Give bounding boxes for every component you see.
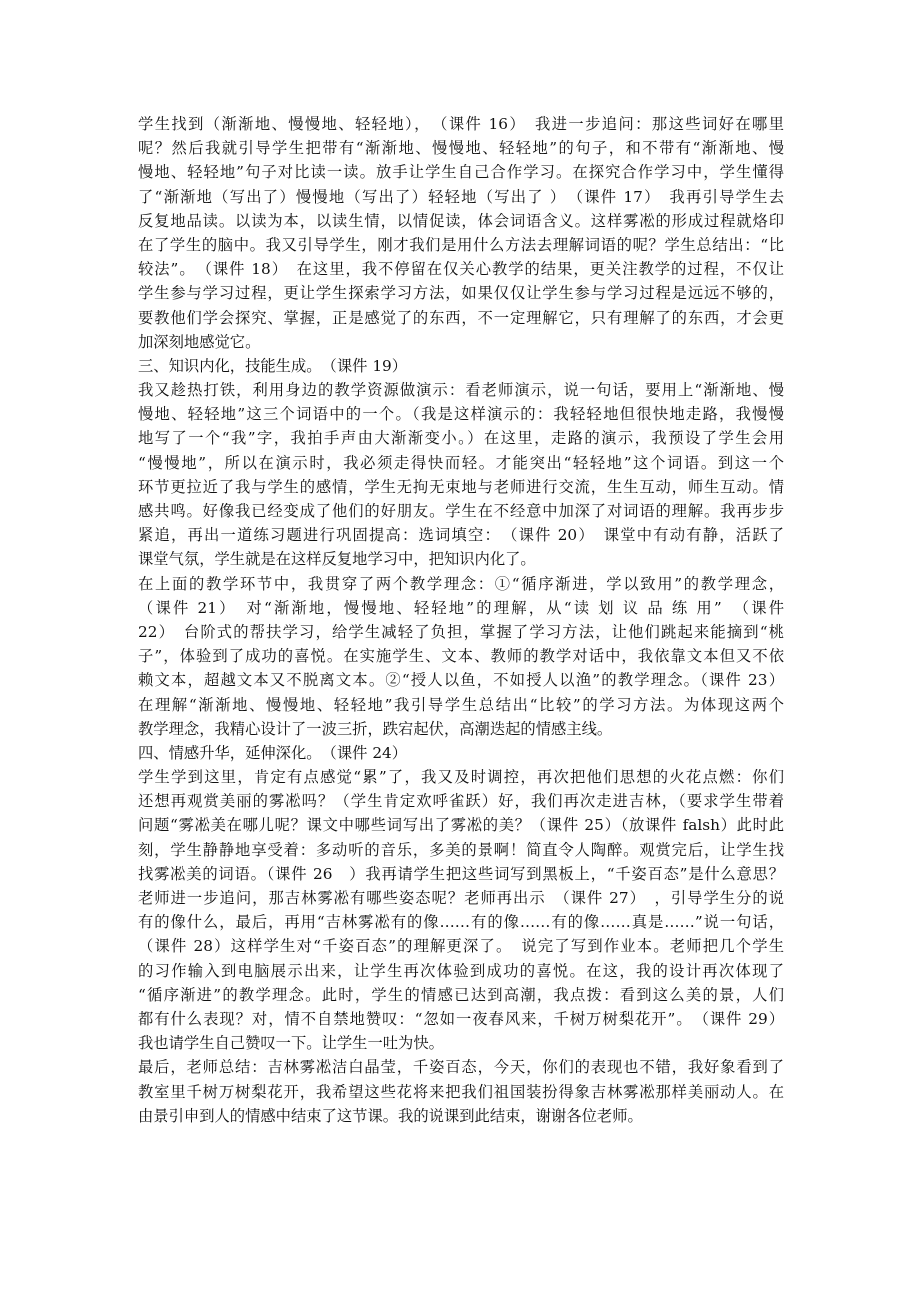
text-line: 慢地、轻轻地”句子对比读一读。放手让学生自己合作学习。在探究合作学习中，学生懂得: [138, 163, 784, 182]
text-line: “循序渐进”的教学理念。此时，学生的情感已达到高潮，我点拨：看到这么美的景，人们: [138, 985, 784, 1004]
text-line: 由景引申到人的情感中结束了这节课。我的说课到此结束，谢谢各位老师。: [138, 1106, 643, 1125]
text-line: 子”，体验到了成功的喜悦。在实施学生、文本、教师的教学对话中，我依靠文本但又不依: [138, 647, 784, 666]
text-line: 较法”。 （课件 18） 在这里，我不停留在仅关心教学的结果，更关注教学的过程，不仅让: [138, 260, 784, 279]
text-line: 课堂气氛，学生就是在这样反复地学习中，把知识内化了。: [138, 550, 536, 569]
text-line: 有的像什么，最后，再用“吉林雾凇有的像……有的像……有的像……真是……”说一句话，: [138, 913, 784, 932]
text-line: 学生学到这里，肯定有点感觉“累”了，我又及时调控，再次把他们思想的火花点燃：你们: [138, 768, 784, 787]
text-line: 22） 台阶式的帮扶学习，给学生减轻了负担，掌握了学习方法，让他们跳起来能摘到“桃: [138, 622, 784, 641]
text-line: 问题“雾凇美在哪儿呢？课文中哪些词写出了雾凇的美？（课件 25）（放课件 falsh）此时此: [138, 816, 784, 835]
text-line: 最后，老师总结：吉林雾凇洁白晶莹，千姿百态，今天，你们的表现也不错，我好象看到了: [138, 1058, 784, 1077]
text-line: 感共鸣。好像我已经变成了他们的好朋友。学生在不经意中加深了对词语的理解。我再步步: [138, 502, 784, 520]
text-line: 找雾凇美的词语。（课件 26 ）我再请学生把这些词写到黑板上，“千姿百态”是什么意思？: [138, 864, 784, 883]
text-line: 赖文本，超越文本又不脱离文本。②“授人以鱼，不如授人以渔”的教学理念。（课件 23）: [138, 671, 784, 690]
text-line: 在了学生的脑中。我又引导学生，刚才我们是用什么方法去理解词语的呢？学生总结出：“比: [138, 235, 784, 254]
text-line: 在理解“渐渐地、慢慢地、轻轻地”我引导学生总结出“比较”的学习方法。为体现这两个: [138, 695, 784, 714]
text-line: 反复地品读。以读为本，以读生情，以情促读，体会词语含义。这样雾凇的形成过程就烙印: [138, 211, 784, 230]
text-line: （课件 21） 对“渐渐地，慢慢地、轻轻地”的理解，从“读 划 议 品 练 用” （课件: [138, 598, 784, 617]
text-line: 加深刻地感觉它。: [138, 332, 261, 351]
text-line: （课件 28）这样学生对“千姿百态”的理解更深了。 说完了写到作业本。老师把几个学生: [138, 937, 784, 956]
text-line: 慢地、轻轻地”这三个词语中的一个。（我是这样演示的：我轻轻地但很快地走路，我慢慢: [138, 405, 784, 424]
text-line: 地写了一个“我”字，我拍手声由大渐渐变小。）在这里，走路的演示，我预设了学生会用: [138, 429, 784, 448]
text-line: 紧追，再出一道练习题进行巩固提高：选词填空： （课件 20） 课堂中有动有静，活跃了: [138, 526, 784, 545]
text-line: 教学理念，我精心设计了一波三折，跌宕起伏，高潮迭起的情感主线。: [138, 719, 613, 738]
text-line: 都有什么表现？对，情不自禁地赞叹：“忽如一夜春风来，千树万树梨花开”。 （课件 29）: [138, 1009, 784, 1028]
text-line: 在上面的教学环节中，我贯穿了两个教学理念：①“循序渐进，学以致用”的教学理念，: [138, 574, 784, 593]
text-line: 呢？然后我就引导学生把带有“渐渐地、慢慢地、轻轻地”的句子，和不带有“渐渐地、慢: [138, 139, 784, 158]
text-line: “慢慢地”，所以在演示时，我必须走得快而轻。才能突出“轻轻地”这个词语。到这一个: [138, 453, 784, 472]
text-line: 我又趁热打铁，利用身边的教学资源做演示：看老师演示，说一句话，要用上“渐渐地、慢: [138, 381, 784, 400]
text-line: 我也请学生自己赞叹一下。让学生一吐为快。: [138, 1034, 444, 1053]
text-line: 三、知识内化，技能生成。 （课件 19）: [138, 356, 408, 375]
text-line: 还想再观赏美丽的雾凇吗？（学生肯定欢呼雀跃）好，我们再次走进吉林，（要求学生带着: [138, 792, 784, 811]
text-line: 环节更拉近了我与学生的感情，学生无拘无束地与老师进行交流，生生互动，师生互动。情: [138, 477, 784, 496]
text-line: 了“渐渐地（写出了）慢慢地（写出了）轻轻地（写出了 ） （课件 17） 我再引导学生去: [138, 187, 784, 206]
text-line: 老师进一步追问，那吉林雾凇有哪些姿态呢？老师再出示 （课件 27） ，引导学生分的说: [138, 889, 784, 907]
text-line: 教室里千树万树梨花开，我希望这些花将来把我们祖国装扮得象吉林雾凇那样美丽动人。在: [138, 1082, 784, 1101]
text-line: 学生找到（渐渐地、慢慢地、轻轻地）， （课件 16） 我进一步追问：那这些词好在哪里: [138, 115, 784, 133]
text-line: 的习作输入到电脑展示出来，让学生再次体验到成功的喜悦。在这，我的设计再次体现了: [138, 961, 784, 980]
text-line: 四、情感升华，延伸深化。 （课件 24）: [138, 743, 408, 762]
text-line: 刻，学生静静地享受着：多动听的音乐，多美的景啊！简直令人陶醉。观赏完后，让学生找: [138, 840, 784, 859]
document-body: [138, 112, 784, 1128]
text-line: 学生参与学习过程，更让学生探索学习方法，如果仅仅让学生参与学习过程是远远不够的，: [138, 284, 784, 303]
text-line: 要教他们学会探究、掌握，正是感觉了的东西，不一定理解它，只有理解了的东西，才会更: [138, 308, 784, 327]
